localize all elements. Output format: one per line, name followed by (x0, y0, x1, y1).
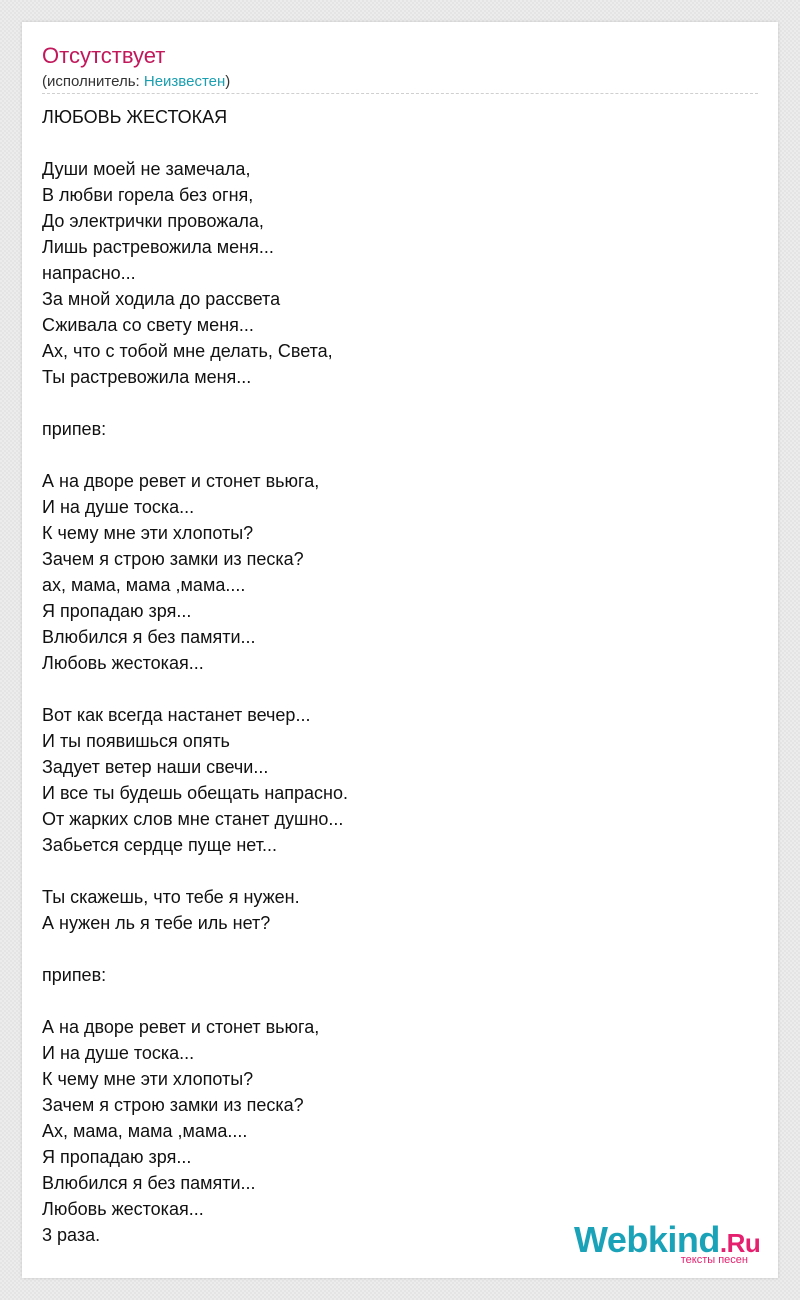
lyric-line: напрасно... (42, 263, 136, 283)
lyric-line (42, 988, 348, 1014)
lyrics-text (42, 104, 348, 1248)
lyric-line: Ты скажешь, что тебе я нужен. (42, 887, 300, 907)
lyric-line: Любовь жестокая... (42, 653, 204, 673)
lyric-line: И на душе тоска... (42, 1043, 195, 1063)
lyric-line (42, 442, 348, 468)
artist-suffix: ) (225, 73, 231, 90)
lyric-line: В любви горела без огня, (42, 185, 254, 205)
lyric-line: Влюбился я без памяти... (42, 1173, 256, 1193)
lyric-line: Влюбился я без памяти... (42, 627, 256, 647)
lyric-line: припев: (42, 419, 107, 439)
lyric-line: Задует ветер наши свечи... (42, 757, 269, 777)
lyric-line: припев: (42, 965, 107, 985)
lyric-line: Лишь растревожила меня... (42, 237, 274, 257)
lyric-line: И на душе тоска... (42, 497, 195, 517)
lyric-line: К чему мне эти хлопоты? (42, 523, 254, 543)
lyric-line (42, 390, 348, 416)
lyric-line: Зачем я строю замки из песка? (42, 1095, 304, 1115)
lyric-line (42, 858, 348, 884)
lyric-line: Сживала со свету меня... (42, 315, 254, 335)
lyric-line (42, 676, 348, 702)
lyric-line: До электрички провожала, (42, 211, 264, 231)
lyric-line: И ты появишься опять (42, 731, 230, 751)
artist-prefix: (исполнитель: (42, 73, 144, 90)
lyric-line: Любовь жестокая... (42, 1199, 204, 1219)
lyric-line: 3 раза. (42, 1225, 101, 1245)
lyric-line: Души моей не замечала, (42, 159, 251, 179)
lyric-line: За мной ходила до рассвета (42, 289, 281, 309)
song-heading: ЛЮБОВЬ ЖЕСТОКАЯ (42, 107, 228, 127)
song-title: Отсутствует (42, 43, 166, 68)
lyric-line: Вот как всегда настанет вечер... (42, 705, 311, 725)
lyric-line: Ты растревожила меня... (42, 367, 252, 387)
logo-main-text: Webkind (574, 1219, 720, 1260)
lyric-line: А на дворе ревет и стонет вьюга, (42, 1017, 320, 1037)
artist-line (42, 73, 230, 91)
lyric-line: Я пропадаю зря... (42, 601, 192, 621)
webkind-logo[interactable] (574, 1220, 770, 1268)
lyric-line: И все ты будешь обещать напрасно. (42, 783, 348, 803)
lyrics-card (22, 22, 778, 1278)
lyric-line (42, 936, 348, 962)
lyric-line: Ах, что с тобой мне делать, Света, (42, 341, 333, 361)
lyric-line: Ах, мама, мама ,мама.... (42, 1121, 248, 1141)
lyric-line: Забьется сердце пуще нет... (42, 835, 277, 855)
logo-tagline: тексты песен (680, 1254, 748, 1266)
lyric-line: Зачем я строю замки из песка? (42, 549, 304, 569)
lyrics-lines (42, 130, 348, 1248)
lyric-line: ах, мама, мама ,мама.... (42, 575, 246, 595)
logo-domain-ext: .Ru (719, 1228, 761, 1258)
lyric-line: От жарких слов мне станет душно... (42, 809, 344, 829)
lyric-line: А нужен ль я тебе иль нет? (42, 913, 271, 933)
lyric-line: А на дворе ревет и стонет вьюга, (42, 471, 320, 491)
artist-link[interactable]: Неизвестен (143, 73, 226, 90)
lyric-line (42, 130, 348, 156)
dashed-divider (42, 93, 758, 94)
lyric-line: Я пропадаю зря... (42, 1147, 192, 1167)
lyric-line: К чему мне эти хлопоты? (42, 1069, 254, 1089)
